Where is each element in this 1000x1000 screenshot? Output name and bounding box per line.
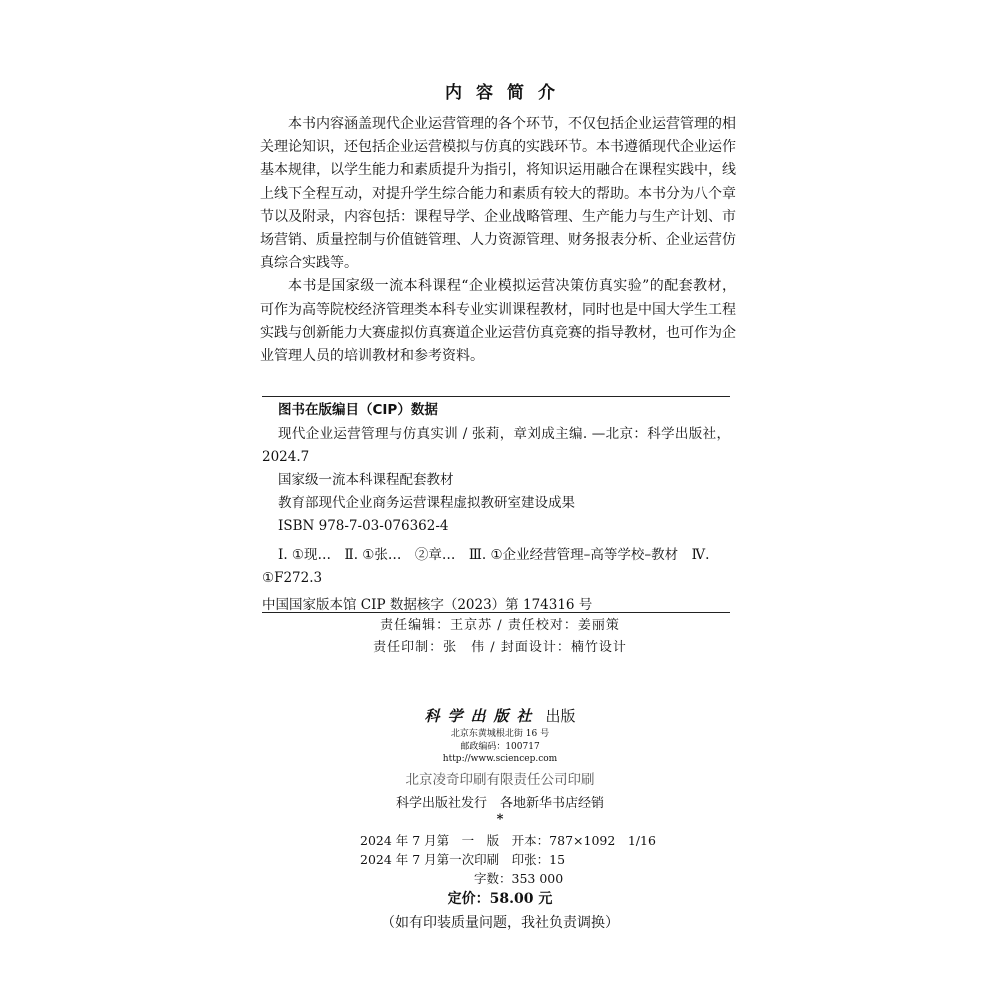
editor-credit: 责任编辑：王京苏 / 责任校对：姜丽策 [380,618,620,633]
summary-body [260,113,736,368]
publisher-postcode: 邮政编码：100717 [460,742,540,752]
publisher-website: http://www.sciencep.com [442,754,558,764]
cip-entry: 现代企业运营管理与仿真实训 / 张莉，章刘成主编. —北京：科学出版社，2024.7 [262,426,730,465]
summary-paragraph: 本书是国家级一流本科课程“企业模拟运营决策仿真实验”的配套教材，可作为高等院校经济管理类本科专业实训课程教材，同时也是中国大学生工程实践与创新能力大赛虚拟仿真赛道企业运营仿真竞赛的指导教材，也可作为企业管理人员的培训教材和参考资料。 [260,278,736,365]
distribution-line: 科学出版社发行 各地新华书店经销 [395,796,604,811]
cip-isbn: ISBN 978-7-03-076362-4 [278,518,449,534]
word-count: 字数：353 000 [474,871,564,886]
publisher-line [0,705,1000,726]
cip-series: 国家级一流本科课程配套教材 [278,472,454,488]
separator-star: * [496,812,504,827]
publisher-suffix: 出版 [545,707,576,725]
printing-line: 2024 年 7 月第一次印刷 印张：15 [360,852,566,867]
printer-line: 北京凌奇印刷有限责任公司印刷 [405,772,595,788]
edition-line: 2024 年 7 月第 一 版 开本：787×1092 1/16 [360,833,656,848]
cip-classification: Ⅰ. ①现… Ⅱ. ①张… ②章… Ⅲ. ①企业经营管理–高等学校–教材 Ⅳ. ①F272.3 [262,547,710,586]
cip-bottom-rule [262,612,730,613]
publisher-address: 北京东黄城根北街 16 号 [450,729,550,739]
quality-note: （如有印装质量问题，我社负责调换） [381,915,619,931]
summary-title: 内容简介 [445,83,569,103]
cip-top-rule [262,396,730,397]
summary-paragraph: 本书内容涵盖现代企业运营管理的各个环节，不仅包括企业运营管理的相关理论知识，还包括企业运营模拟与仿真的实践环节。本书遵循现代企业运作基本规律，以学生能力和素质提升为指引，将知识运用融合在课程实践中，线上线下全程互动，对提升学生综合能力和素质有较大的帮助。本书分为八个章节以及附录，内容包括：课程导学、企业战略管理、生产能力与生产计划、市场营销、质量控制与价值链管理、人力资源管理、财务报表分析、企业运营仿真综合实践等。 [260,116,736,272]
cip-series: 教育部现代企业商务运营课程虚拟教研室建设成果 [278,495,575,511]
price: 定价：58.00 元 [447,891,553,907]
publisher-name: 科学出版社 [424,707,540,725]
production-credit: 责任印制：张 伟 / 封面设计：楠竹设计 [373,640,627,655]
cip-block [262,399,730,615]
cip-heading: 图书在版编目（CIP）数据 [278,402,438,418]
cip-record: 中国国家版本馆 CIP 数据核字（2023）第 174316 号 [262,597,593,613]
